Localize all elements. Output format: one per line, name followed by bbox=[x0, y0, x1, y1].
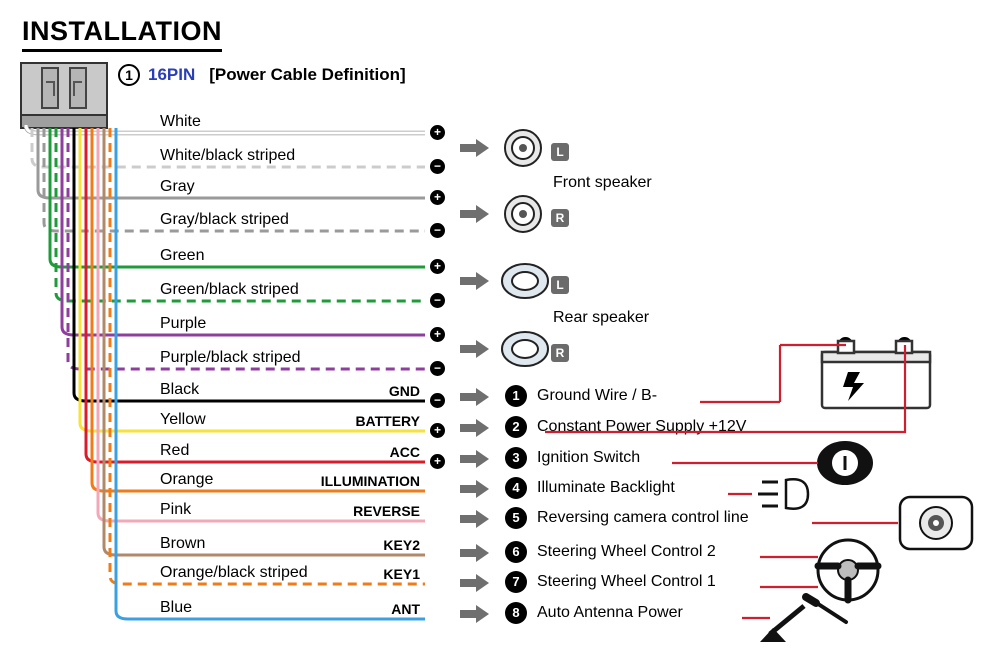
wire-function-label: ILLUMINATION bbox=[320, 473, 420, 489]
function-label-3: Ignition Switch bbox=[537, 449, 641, 466]
function-label-8: Auto Antenna Power bbox=[537, 604, 683, 621]
wire-name-label: Purple/black striped bbox=[160, 349, 301, 366]
function-label-6: Steering Wheel Control 2 bbox=[537, 543, 716, 560]
wire-name-label: Green/black striped bbox=[160, 281, 299, 298]
function-bullet-3: 3 bbox=[505, 447, 527, 469]
function-label-2: Constant Power Supply +12V bbox=[537, 418, 747, 435]
wire-polarity-plus: + bbox=[430, 125, 445, 140]
rear-speaker-label: Rear speaker bbox=[553, 309, 650, 326]
front-speaker-right-icon bbox=[505, 196, 541, 232]
speaker-channel-badge: R bbox=[551, 344, 569, 362]
rear-speaker-left-icon bbox=[502, 264, 548, 298]
wire-polarity-minus: − bbox=[430, 159, 445, 174]
function-bullet-8: 8 bbox=[505, 602, 527, 624]
wire-function-label: KEY1 bbox=[383, 566, 420, 582]
wire-polarity-plus: + bbox=[430, 190, 445, 205]
wire-polarity-minus: − bbox=[430, 223, 445, 238]
power-cable-definition-label: [Power Cable Definition] bbox=[209, 65, 406, 84]
ignition-switch-icon bbox=[817, 441, 873, 485]
function-label-7: Steering Wheel Control 1 bbox=[537, 573, 716, 590]
wire-name-label: Red bbox=[160, 442, 190, 459]
wire-polarity-minus: − bbox=[430, 361, 445, 376]
front-speaker-label: Front speaker bbox=[553, 174, 652, 191]
wire-polarity-minus: − bbox=[430, 393, 445, 408]
wire-name-label: Purple bbox=[160, 315, 207, 332]
wire-function-label: GND bbox=[388, 383, 420, 399]
wire-name-label: White bbox=[160, 113, 201, 130]
speaker-channel-badge: L bbox=[551, 276, 569, 294]
wire-name-label: White/black striped bbox=[160, 147, 296, 164]
wire-name-label: Pink bbox=[160, 501, 192, 518]
function-label-5: Reversing camera control line bbox=[537, 509, 749, 526]
wire-name-label: Blue bbox=[160, 599, 193, 616]
wire-name-label: Orange bbox=[160, 471, 214, 488]
battery-icon bbox=[822, 341, 930, 408]
speaker-channel-badge: R bbox=[551, 209, 569, 227]
wire-name-label: Brown bbox=[160, 535, 206, 552]
wire-name-label: Orange/black striped bbox=[160, 564, 308, 581]
speaker-channel-badge: L bbox=[551, 143, 569, 161]
wire-polarity-plus: + bbox=[430, 423, 445, 438]
function-bullet-5: 5 bbox=[505, 507, 527, 529]
wire-polarity-plus: + bbox=[430, 259, 445, 274]
rear-speaker-right-icon bbox=[502, 332, 548, 366]
steering-wheel-icon bbox=[818, 540, 878, 600]
wire-polarity-minus: − bbox=[430, 293, 445, 308]
headlight-icon bbox=[728, 479, 808, 508]
wire-function-label: REVERSE bbox=[353, 503, 420, 519]
wire-name-label: Gray bbox=[160, 178, 195, 195]
function-bullet-4: 4 bbox=[505, 477, 527, 499]
pin-count-label: 16PIN bbox=[148, 65, 196, 84]
wire-name-label: Black bbox=[160, 381, 200, 398]
function-bullet-6: 6 bbox=[505, 541, 527, 563]
reversing-camera-icon bbox=[900, 497, 972, 549]
wire-function-label: KEY2 bbox=[383, 537, 420, 553]
wire-polarity-plus: + bbox=[430, 327, 445, 342]
antenna-icon bbox=[742, 597, 846, 642]
function-label-1: Ground Wire / B- bbox=[537, 387, 658, 404]
function-bullet-7: 7 bbox=[505, 571, 527, 593]
wire-function-label: BATTERY bbox=[355, 413, 420, 429]
function-label-4: Illuminate Backlight bbox=[537, 479, 675, 496]
wire-name-label: Gray/black striped bbox=[160, 211, 289, 228]
front-speaker-left-icon bbox=[505, 130, 541, 166]
function-bullet-2: 2 bbox=[505, 416, 527, 438]
wire-function-label: ACC bbox=[389, 444, 420, 460]
wire-function-label: ANT bbox=[391, 601, 420, 617]
section-number: 1 bbox=[118, 64, 140, 86]
wire-name-label: Green bbox=[160, 247, 205, 264]
wire-polarity-plus: + bbox=[430, 454, 445, 469]
page-title: INSTALLATION bbox=[22, 16, 222, 52]
wire-name-label: Yellow bbox=[160, 411, 206, 428]
function-bullet-1: 1 bbox=[505, 385, 527, 407]
